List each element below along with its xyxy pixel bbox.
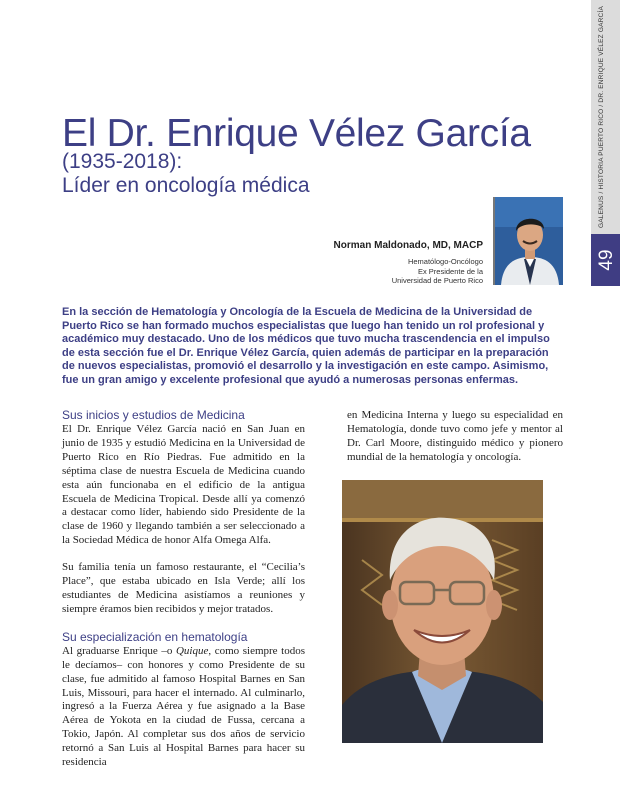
author-portrait-illustration — [495, 197, 563, 285]
column-left — [62, 408, 305, 770]
author-credentials — [303, 257, 483, 286]
page-number: 49 — [596, 249, 617, 271]
author-name: Norman Maldonado, MD, MACP — [333, 240, 483, 251]
subtitle-tagline: Líder en oncología médica — [62, 174, 310, 197]
article-subtitle — [62, 150, 310, 198]
main-photo — [342, 480, 543, 743]
running-header: GALENUS / HISTORIA PUERTO RICO / DR. ENRIQUE VÉLEZ GARCÍA — [598, 6, 605, 228]
body-paragraph — [62, 645, 305, 770]
article-title: El Dr. Enrique Vélez García — [62, 112, 531, 155]
section-heading: Sus inicios y estudios de Medicina — [62, 408, 245, 422]
section-heading: Su especialización en hematología — [62, 629, 248, 644]
text-fragment: , como siempre todos le decíamos– con honores y como Presidente de su clase, fue admitido al famoso Hospital Barnes en San Luis, Missouri, para hacer el internado. Al culminarlo, ingresó a la Fuerza Aérea y fue asignado a la Base Aérea de Yokota en la ciudad de Fussa, cercana a Tokio, Japón. Al completar sus dos años de servicio retornó a San Luis al Hospital Barnes para hacer su residencia — [62, 644, 305, 769]
column-right — [347, 409, 563, 465]
author-role-line: Universidad de Puerto Rico — [391, 276, 483, 285]
intro-paragraph: En la sección de Hematología y Oncología de la Escuela de Medicina de la Universidad de Puerto Rico se han formado muchos especialistas que luego han tenido un rol profesional y académico muy destacado. Uno de los médicos que tuvo mucha trascendencia en el impulso de esta sección fue el Dr. Enrique Vélez García, quien además de participar en la preparación de nuevos especialistas, promovió el desarrollo y la investigación en este campo. Asimismo, fue un gran amigo y excelente profesional que ayudó a numerosas personas enfermas. — [62, 306, 550, 386]
author-photo — [493, 197, 563, 285]
body-paragraph: El Dr. Enrique Vélez García nació en San Juan en junio de 1935 y estudió Medicina en la Universidad de Puerto Rico en Río Piedras. Fue admitido en la séptima clase de nuestra Escuela de Medicina cuando esta aún funcionaba en el edificio de la antigua Escuela de Medicina Tropical. Desde allí ya comenzó a destacar como líder, habiendo sido Presidente de la clase de 1960 y llegando también a ser seleccionado a la Sociedad Médica de honor Alfa Omega Alfa. — [62, 423, 305, 547]
body-paragraph: Su familia tenía un famoso restaurante, el “Cecilia’s Place”, que estaba ubicado en Isla Verde; allí los estudiantes de Medicina asistíamos a reuniones y siempre éramos bien recibidos y mejor tratados. — [62, 561, 305, 615]
text-fragment: Al graduarse Enrique –o — [62, 644, 176, 657]
body-paragraph: en Medicina Interna y luego su especialidad en Hematología, donde tuvo como jefe y mentor al Dr. Carl Moore, distinguido médico y pionero mundial de la hematología y oncología. — [347, 409, 563, 463]
nickname: Quique — [175, 644, 209, 657]
subtitle-dates: (1935-2018): — [62, 150, 183, 173]
page-number-tab — [591, 234, 620, 286]
author-role-line: Ex Presidente de la — [417, 266, 483, 276]
portrait-illustration — [342, 480, 543, 743]
author-role-line: Hematólogo-Oncólogo — [407, 257, 483, 266]
running-header-band — [591, 0, 620, 234]
